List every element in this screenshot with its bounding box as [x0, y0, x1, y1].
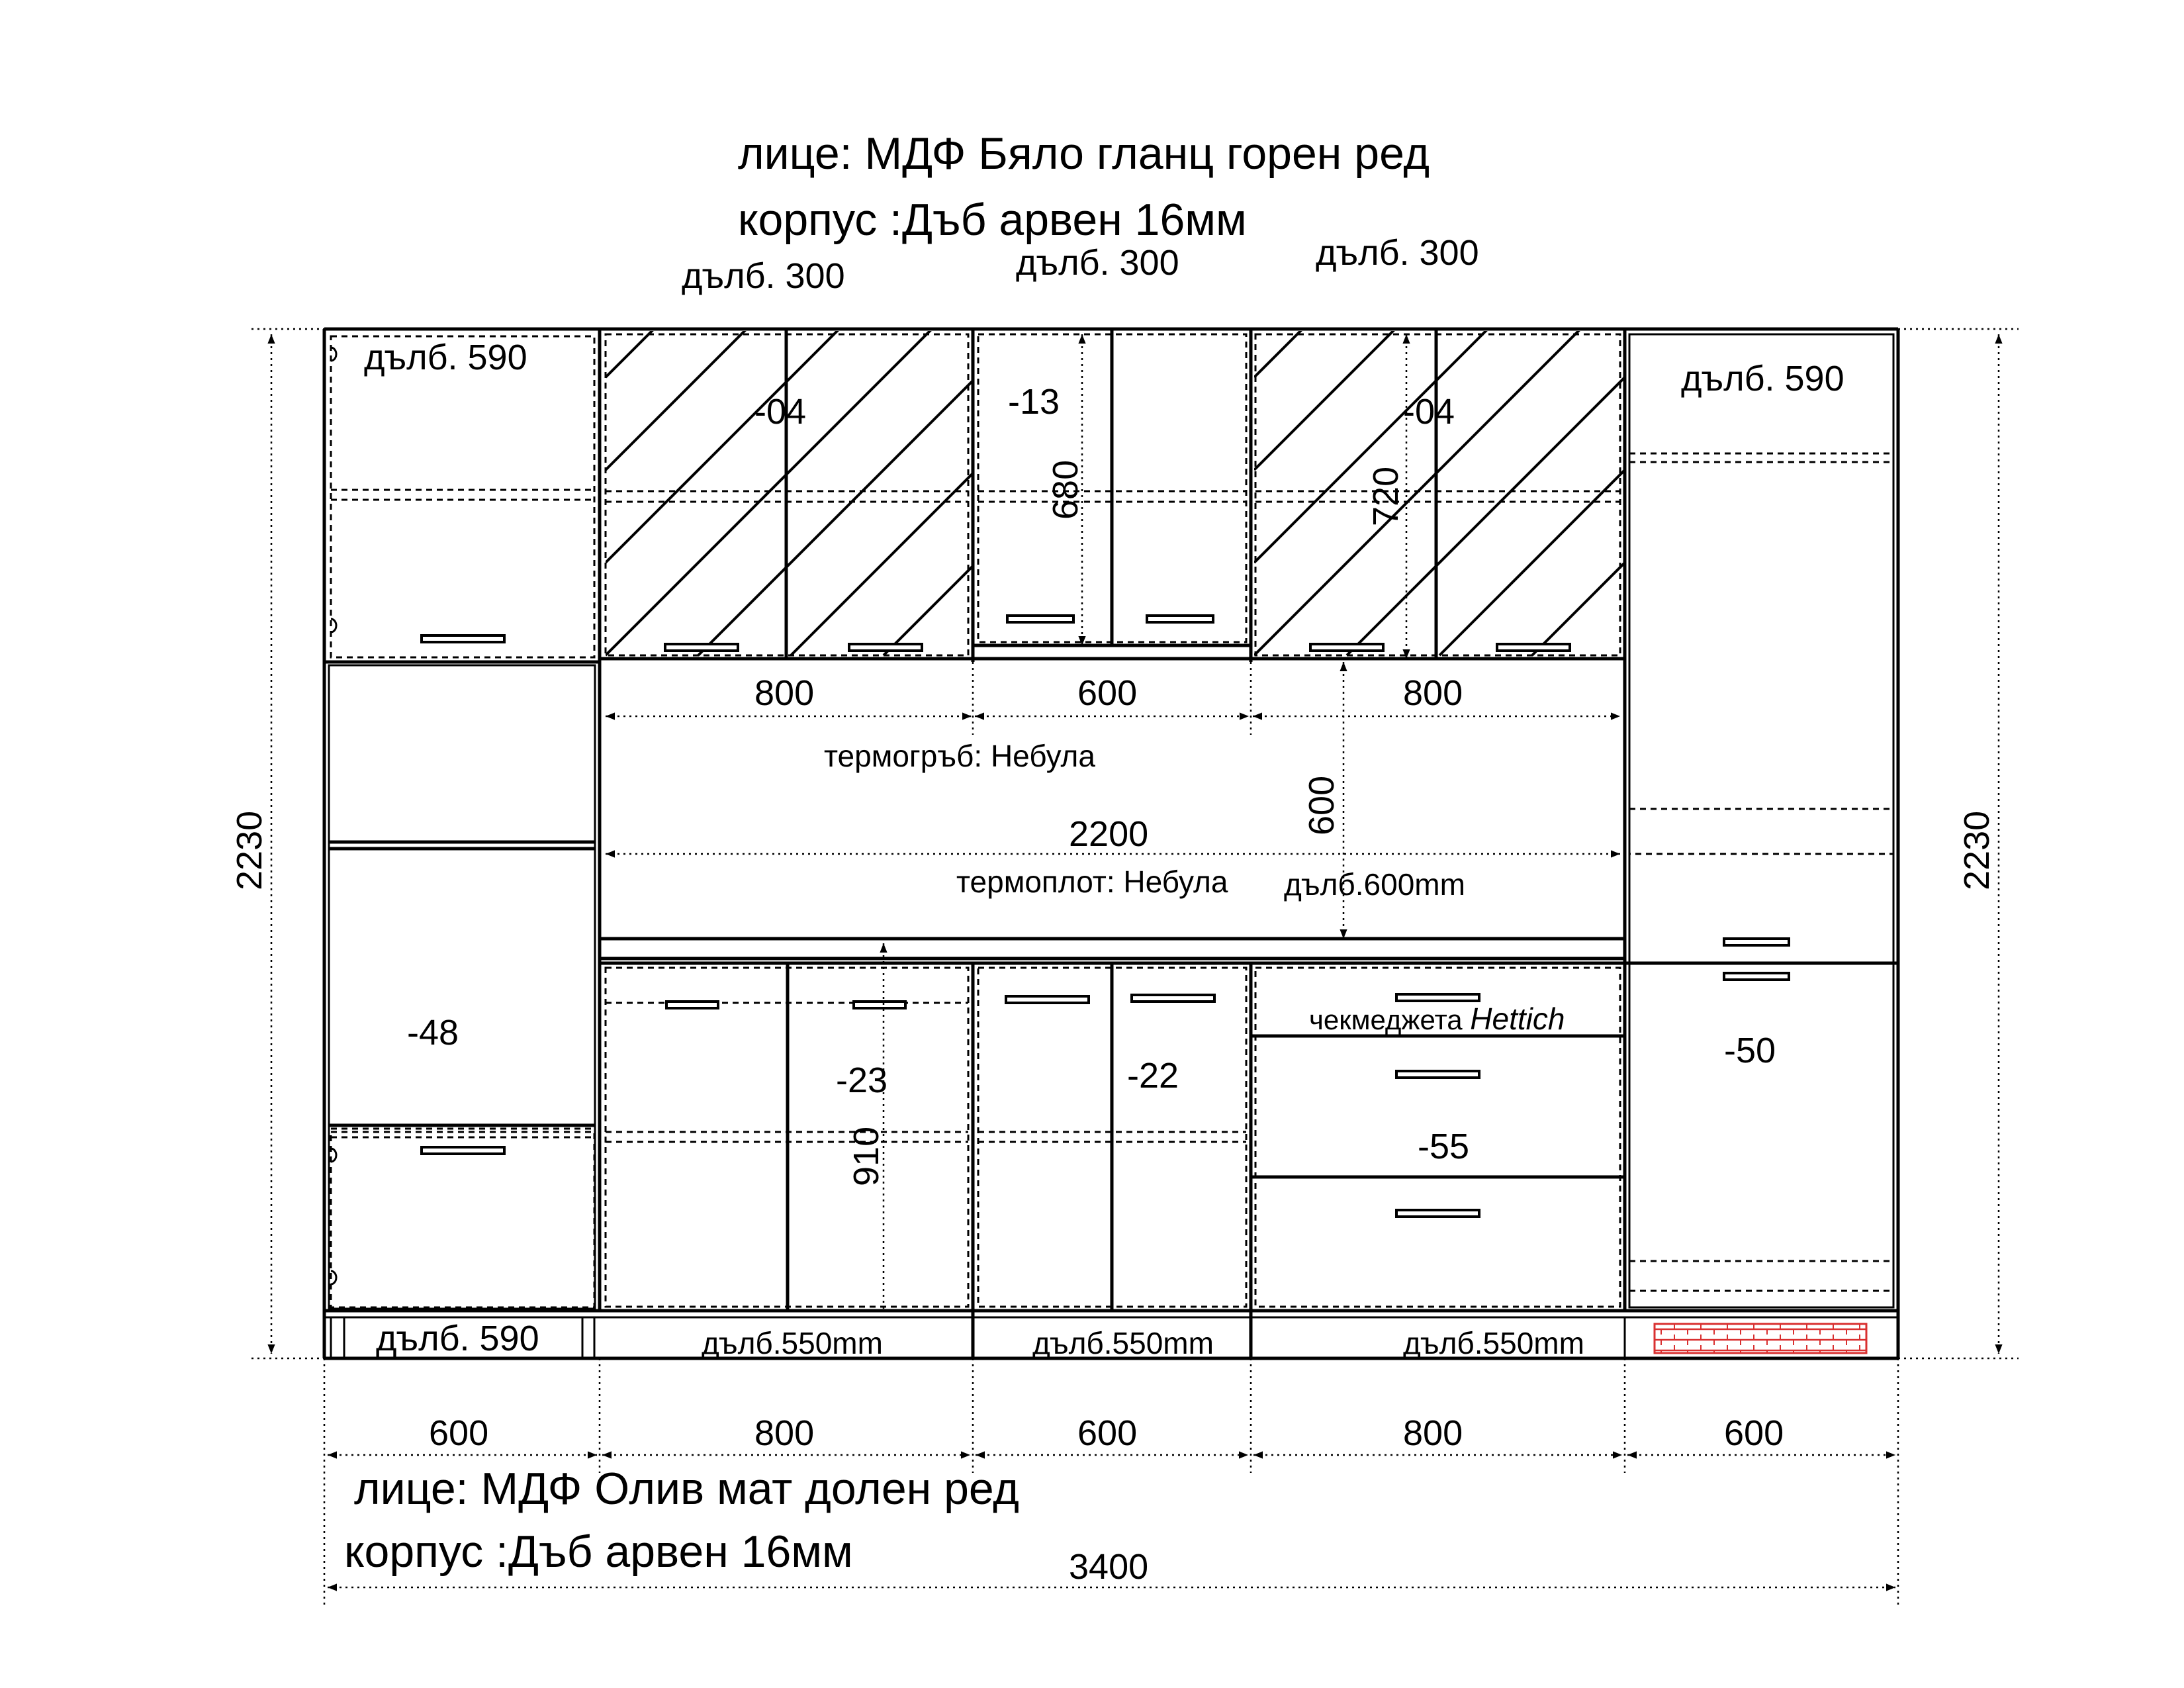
lower-row-carcass: корпус :Дъб арвен 16мм: [344, 1526, 853, 1577]
base-height: 910: [846, 1126, 886, 1186]
handle: [1724, 939, 1789, 945]
gap-height: 600: [1302, 775, 1342, 835]
upper-depth-label-c: дълб. 300: [1316, 233, 1479, 273]
upper-height-b: 720: [1366, 466, 1406, 526]
upper-glass-a-code: -04: [754, 392, 807, 432]
height-left: 2230: [230, 810, 269, 890]
upper-width-2: 600: [1077, 673, 1138, 713]
bottom-width-3: 600: [1077, 1413, 1138, 1453]
tall-right-depth: дълб. 590: [1681, 359, 1844, 399]
handle: [1396, 1071, 1479, 1078]
upper-row-carcass: корпус :Дъб арвен 16мм: [738, 195, 1247, 245]
handle: [1132, 995, 1214, 1002]
handle: [1147, 616, 1213, 622]
tall-right-code: -50: [1724, 1031, 1776, 1070]
handle: [1007, 616, 1073, 622]
plinth-depth-left: дълб. 590: [376, 1319, 539, 1358]
lower-row-title: лице: МДФ Олив мат долен ред: [354, 1464, 1019, 1514]
upper-glass-b-code: -04: [1403, 392, 1455, 432]
drawers-label: [1309, 1002, 1565, 1036]
upper-depth-label-b: дълб. 300: [1016, 243, 1179, 283]
drawers-brand: Hettich: [1470, 1002, 1565, 1036]
upper-height-a: 680: [1046, 459, 1085, 520]
bottom-width-2: 800: [754, 1413, 815, 1453]
plinth-depth-1: дълб.550mm: [702, 1326, 883, 1360]
handle: [1310, 644, 1383, 651]
handle: [1396, 994, 1479, 1001]
upper-middle-cabinet: [973, 329, 1251, 662]
tall-left-code: -48: [407, 1013, 459, 1053]
base-cabinet-sink: [606, 943, 973, 1358]
height-right: 2230: [1957, 810, 1997, 890]
plinth-depth-2: дълб.550mm: [1032, 1326, 1214, 1360]
base-middle-code: -22: [1127, 1056, 1179, 1096]
upper-glass-cabinet-a: [600, 328, 1211, 662]
bottom-width-1: 600: [429, 1413, 489, 1453]
handle: [849, 644, 922, 651]
total-width: 3400: [1069, 1547, 1149, 1587]
bottom-width-5: 600: [1724, 1413, 1784, 1453]
upper-width-1: 800: [754, 673, 815, 713]
upper-middle-code: -13: [1008, 382, 1060, 422]
upper-row-title: лице: МДФ Бяло гланц горен ред: [738, 128, 1430, 179]
base-drawers-code: -55: [1418, 1127, 1470, 1166]
handle: [1006, 996, 1089, 1003]
handle: [1724, 973, 1789, 980]
backsplash-label: термогръб: Небула: [824, 739, 1095, 773]
handle: [1396, 1210, 1479, 1217]
worktop-label: термоплот: Небула: [956, 865, 1228, 899]
handle: [665, 644, 738, 651]
handle: [1497, 644, 1570, 651]
worktop-area: [600, 939, 1898, 963]
upper-depth-label-a: дълб. 300: [682, 256, 845, 296]
plinth-depth-3: дълб.550mm: [1403, 1326, 1584, 1360]
tall-left-depth: дълб. 590: [364, 338, 527, 377]
bottom-width-4: 800: [1403, 1413, 1463, 1453]
drawers-label-text: чекмеджета: [1309, 1004, 1471, 1035]
upper-height-dimensions: [1082, 334, 1406, 659]
base-sink-code: -23: [836, 1060, 888, 1100]
tall-cabinet-right: [1629, 334, 1893, 1353]
upper-width-3: 800: [1403, 673, 1463, 713]
upper-glass-cabinet-b: [1251, 328, 1860, 1311]
handle: [854, 1002, 905, 1008]
handle: [422, 635, 504, 642]
tall-cabinet-left: [324, 329, 600, 1311]
handle: [666, 1002, 718, 1008]
countertop-width: 2200: [1069, 814, 1149, 854]
base-cabinet-middle: [978, 963, 1251, 1358]
worktop-depth: дълб.600mm: [1284, 867, 1465, 902]
handle: [422, 1147, 504, 1154]
